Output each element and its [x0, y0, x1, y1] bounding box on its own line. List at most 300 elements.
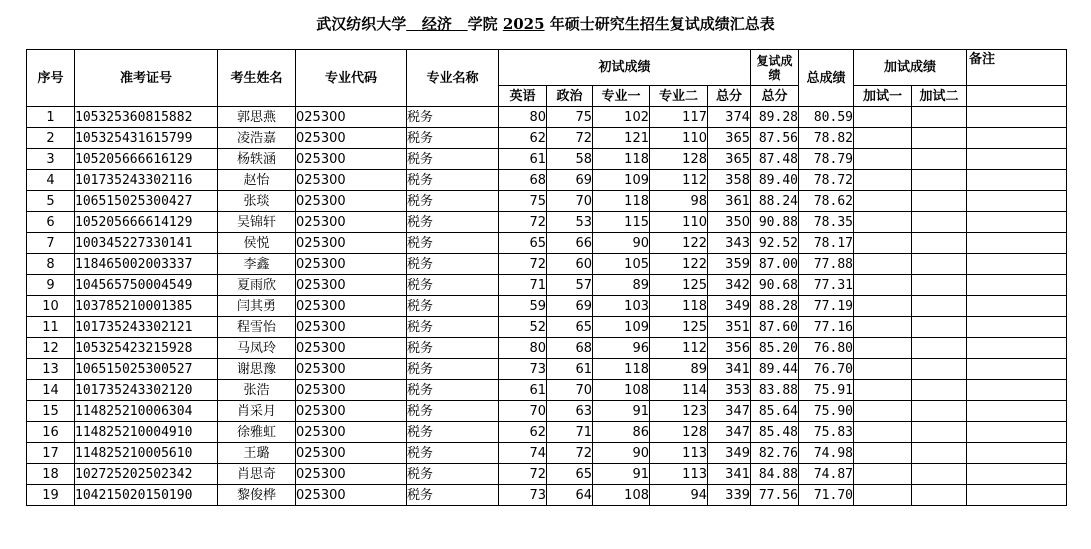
cell-politics: 70 [547, 191, 593, 212]
header-retest: 复试成绩 [751, 50, 799, 86]
cell-retest: 87.56 [751, 128, 799, 149]
cell-politics: 69 [547, 296, 593, 317]
cell-id: 114825210005610 [75, 443, 218, 464]
cell-code: 025300 [296, 443, 407, 464]
cell-name: 王璐 [218, 443, 296, 464]
cell-note [967, 149, 1067, 170]
cell-note [967, 485, 1067, 506]
cell-retest: 85.48 [751, 422, 799, 443]
cell-seq: 8 [27, 254, 75, 275]
cell-english: 72 [499, 212, 547, 233]
cell-m2: 122 [650, 254, 708, 275]
cell-name: 杨轶涵 [218, 149, 296, 170]
cell-x2 [912, 254, 967, 275]
table-row [27, 212, 1067, 233]
cell-m1: 90 [593, 233, 650, 254]
cell-total: 341 [708, 359, 751, 380]
cell-x1 [854, 443, 912, 464]
cell-english: 74 [499, 443, 547, 464]
cell-retest: 85.20 [751, 338, 799, 359]
table-body [27, 107, 1067, 506]
cell-code: 025300 [296, 401, 407, 422]
cell-note [967, 443, 1067, 464]
cell-seq: 18 [27, 464, 75, 485]
cell-politics: 66 [547, 233, 593, 254]
cell-politics: 64 [547, 485, 593, 506]
cell-name: 马凤玲 [218, 338, 296, 359]
cell-english: 61 [499, 149, 547, 170]
cell-overall: 77.31 [799, 275, 854, 296]
cell-overall: 77.16 [799, 317, 854, 338]
cell-m1: 109 [593, 317, 650, 338]
title-mid: 学院 [467, 15, 503, 33]
cell-x2 [912, 338, 967, 359]
cell-seq: 13 [27, 359, 75, 380]
cell-code: 025300 [296, 128, 407, 149]
cell-code: 025300 [296, 359, 407, 380]
cell-total: 353 [708, 380, 751, 401]
score-table [26, 49, 1067, 506]
cell-politics: 72 [547, 128, 593, 149]
cell-retest: 87.48 [751, 149, 799, 170]
cell-overall: 78.17 [799, 233, 854, 254]
table-row [27, 422, 1067, 443]
cell-name: 肖思奇 [218, 464, 296, 485]
header-name: 考生姓名 [218, 50, 296, 107]
cell-x2 [912, 485, 967, 506]
table-row [27, 443, 1067, 464]
cell-english: 75 [499, 191, 547, 212]
cell-m2: 94 [650, 485, 708, 506]
cell-politics: 53 [547, 212, 593, 233]
cell-id: 105325360815882 [75, 107, 218, 128]
cell-x2 [912, 317, 967, 338]
cell-major: 税务 [407, 317, 499, 338]
cell-seq: 12 [27, 338, 75, 359]
cell-name: 张浩 [218, 380, 296, 401]
cell-m1: 115 [593, 212, 650, 233]
cell-major: 税务 [407, 107, 499, 128]
cell-code: 025300 [296, 212, 407, 233]
cell-total: 349 [708, 443, 751, 464]
header-politics: 政治 [547, 86, 593, 107]
cell-overall: 76.70 [799, 359, 854, 380]
cell-note [967, 380, 1067, 401]
cell-total: 365 [708, 128, 751, 149]
table-row [27, 254, 1067, 275]
cell-m2: 117 [650, 107, 708, 128]
page-title [0, 14, 1091, 34]
cell-code: 025300 [296, 275, 407, 296]
cell-m2: 114 [650, 380, 708, 401]
cell-note [967, 338, 1067, 359]
cell-m2: 112 [650, 170, 708, 191]
cell-m2: 123 [650, 401, 708, 422]
cell-m2: 125 [650, 317, 708, 338]
cell-name: 闫其勇 [218, 296, 296, 317]
cell-seq: 6 [27, 212, 75, 233]
cell-id: 118465002003337 [75, 254, 218, 275]
cell-politics: 70 [547, 380, 593, 401]
cell-note [967, 359, 1067, 380]
cell-overall: 76.80 [799, 338, 854, 359]
cell-politics: 72 [547, 443, 593, 464]
cell-retest: 90.68 [751, 275, 799, 296]
cell-politics: 58 [547, 149, 593, 170]
cell-total: 341 [708, 464, 751, 485]
header-major-code: 专业代码 [296, 50, 407, 107]
table-row [27, 170, 1067, 191]
cell-name: 赵怡 [218, 170, 296, 191]
cell-name: 夏雨欣 [218, 275, 296, 296]
cell-major: 税务 [407, 443, 499, 464]
cell-name: 吴锦轩 [218, 212, 296, 233]
cell-x2 [912, 212, 967, 233]
cell-seq: 16 [27, 422, 75, 443]
cell-code: 025300 [296, 296, 407, 317]
cell-note [967, 212, 1067, 233]
cell-m1: 121 [593, 128, 650, 149]
cell-seq: 14 [27, 380, 75, 401]
cell-x2 [912, 233, 967, 254]
cell-x1 [854, 464, 912, 485]
cell-x2 [912, 107, 967, 128]
cell-code: 025300 [296, 317, 407, 338]
cell-note [967, 275, 1067, 296]
table-row [27, 296, 1067, 317]
cell-code: 025300 [296, 107, 407, 128]
cell-x1 [854, 128, 912, 149]
cell-m1: 118 [593, 191, 650, 212]
cell-english: 68 [499, 170, 547, 191]
cell-seq: 3 [27, 149, 75, 170]
cell-politics: 65 [547, 464, 593, 485]
cell-overall: 78.72 [799, 170, 854, 191]
header-note-sub [967, 86, 1067, 107]
cell-overall: 71.70 [799, 485, 854, 506]
cell-id: 101735243302121 [75, 317, 218, 338]
table-row [27, 338, 1067, 359]
cell-total: 343 [708, 233, 751, 254]
cell-m2: 110 [650, 128, 708, 149]
cell-english: 73 [499, 359, 547, 380]
cell-name: 黎俊桦 [218, 485, 296, 506]
cell-name: 侯悦 [218, 233, 296, 254]
table-row [27, 233, 1067, 254]
cell-english: 73 [499, 485, 547, 506]
cell-name: 肖采月 [218, 401, 296, 422]
cell-english: 65 [499, 233, 547, 254]
cell-retest: 84.88 [751, 464, 799, 485]
cell-m1: 118 [593, 359, 650, 380]
cell-m1: 89 [593, 275, 650, 296]
table-row [27, 464, 1067, 485]
cell-politics: 68 [547, 338, 593, 359]
cell-id: 105325423215928 [75, 338, 218, 359]
title-blank-2 [452, 15, 468, 33]
title-prefix: 武汉纺织大学 [316, 15, 407, 33]
cell-x1 [854, 170, 912, 191]
cell-retest: 92.52 [751, 233, 799, 254]
cell-m2: 113 [650, 464, 708, 485]
cell-m2: 98 [650, 191, 708, 212]
header-major-name: 专业名称 [407, 50, 499, 107]
cell-english: 80 [499, 338, 547, 359]
cell-x2 [912, 128, 967, 149]
title-college: 经济 [421, 15, 452, 33]
cell-id: 105325431615799 [75, 128, 218, 149]
cell-note [967, 191, 1067, 212]
cell-major: 税务 [407, 233, 499, 254]
table-row [27, 275, 1067, 296]
header-prelim: 初试成绩 [499, 50, 751, 86]
cell-total: 342 [708, 275, 751, 296]
cell-id: 101735243302116 [75, 170, 218, 191]
cell-name: 徐雅虹 [218, 422, 296, 443]
header-retest-total: 总分 [751, 86, 799, 107]
header-major2: 专业二 [650, 86, 708, 107]
cell-m2: 113 [650, 443, 708, 464]
cell-seq: 2 [27, 128, 75, 149]
cell-total: 361 [708, 191, 751, 212]
cell-x1 [854, 401, 912, 422]
cell-english: 70 [499, 401, 547, 422]
cell-english: 62 [499, 422, 547, 443]
cell-overall: 75.83 [799, 422, 854, 443]
cell-overall: 78.79 [799, 149, 854, 170]
header-major1: 专业一 [593, 86, 650, 107]
cell-politics: 65 [547, 317, 593, 338]
cell-x1 [854, 107, 912, 128]
cell-major: 税务 [407, 296, 499, 317]
cell-id: 100345227330141 [75, 233, 218, 254]
cell-major: 税务 [407, 359, 499, 380]
cell-x2 [912, 191, 967, 212]
cell-overall: 75.90 [799, 401, 854, 422]
cell-x2 [912, 359, 967, 380]
cell-m1: 91 [593, 464, 650, 485]
cell-x1 [854, 149, 912, 170]
cell-x1 [854, 254, 912, 275]
cell-note [967, 464, 1067, 485]
cell-total: 374 [708, 107, 751, 128]
header-note: 备注 [967, 50, 1067, 86]
cell-seq: 9 [27, 275, 75, 296]
table-row [27, 380, 1067, 401]
cell-id: 114825210006304 [75, 401, 218, 422]
cell-major: 税务 [407, 191, 499, 212]
cell-note [967, 170, 1067, 191]
cell-x1 [854, 233, 912, 254]
cell-code: 025300 [296, 191, 407, 212]
cell-x2 [912, 464, 967, 485]
cell-overall: 80.59 [799, 107, 854, 128]
cell-note [967, 128, 1067, 149]
header-extra1: 加试一 [854, 86, 912, 107]
cell-politics: 71 [547, 422, 593, 443]
cell-code: 025300 [296, 422, 407, 443]
cell-seq: 17 [27, 443, 75, 464]
cell-politics: 57 [547, 275, 593, 296]
header-exam-id: 准考证号 [75, 50, 218, 107]
cell-code: 025300 [296, 485, 407, 506]
cell-retest: 89.44 [751, 359, 799, 380]
cell-total: 359 [708, 254, 751, 275]
cell-major: 税务 [407, 275, 499, 296]
cell-major: 税务 [407, 401, 499, 422]
cell-id: 104215020150190 [75, 485, 218, 506]
cell-x1 [854, 380, 912, 401]
cell-m2: 125 [650, 275, 708, 296]
cell-retest: 89.28 [751, 107, 799, 128]
cell-m1: 91 [593, 401, 650, 422]
cell-overall: 75.91 [799, 380, 854, 401]
cell-seq: 5 [27, 191, 75, 212]
cell-x1 [854, 359, 912, 380]
cell-major: 税务 [407, 149, 499, 170]
cell-english: 52 [499, 317, 547, 338]
cell-retest: 82.76 [751, 443, 799, 464]
cell-x1 [854, 422, 912, 443]
cell-overall: 78.82 [799, 128, 854, 149]
cell-x2 [912, 296, 967, 317]
cell-politics: 69 [547, 170, 593, 191]
cell-retest: 83.88 [751, 380, 799, 401]
cell-x2 [912, 422, 967, 443]
cell-total: 358 [708, 170, 751, 191]
header-english: 英语 [499, 86, 547, 107]
cell-m1: 109 [593, 170, 650, 191]
cell-retest: 77.56 [751, 485, 799, 506]
cell-m1: 108 [593, 485, 650, 506]
cell-name: 郭思燕 [218, 107, 296, 128]
cell-retest: 90.88 [751, 212, 799, 233]
cell-english: 59 [499, 296, 547, 317]
cell-m2: 128 [650, 149, 708, 170]
cell-note [967, 296, 1067, 317]
table-row [27, 401, 1067, 422]
title-year: 2025 [502, 15, 545, 33]
cell-politics: 75 [547, 107, 593, 128]
title-blank-1 [406, 15, 422, 33]
cell-m2: 89 [650, 359, 708, 380]
cell-m1: 118 [593, 149, 650, 170]
cell-total: 339 [708, 485, 751, 506]
cell-major: 税务 [407, 485, 499, 506]
cell-total: 351 [708, 317, 751, 338]
cell-m2: 110 [650, 212, 708, 233]
cell-code: 025300 [296, 233, 407, 254]
cell-code: 025300 [296, 338, 407, 359]
cell-english: 72 [499, 464, 547, 485]
cell-m1: 90 [593, 443, 650, 464]
title-suffix: 年硕士研究生招生复试成绩汇总表 [544, 15, 775, 33]
cell-major: 税务 [407, 422, 499, 443]
table-row [27, 359, 1067, 380]
cell-retest: 89.40 [751, 170, 799, 191]
header-prelim-total: 总分 [708, 86, 751, 107]
cell-note [967, 401, 1067, 422]
cell-name: 李鑫 [218, 254, 296, 275]
cell-x1 [854, 275, 912, 296]
cell-retest: 87.60 [751, 317, 799, 338]
cell-id: 104565750004549 [75, 275, 218, 296]
cell-note [967, 317, 1067, 338]
cell-id: 103785210001385 [75, 296, 218, 317]
cell-id: 114825210004910 [75, 422, 218, 443]
cell-code: 025300 [296, 170, 407, 191]
cell-seq: 7 [27, 233, 75, 254]
cell-x1 [854, 212, 912, 233]
cell-major: 税务 [407, 254, 499, 275]
cell-retest: 87.00 [751, 254, 799, 275]
table-row [27, 128, 1067, 149]
cell-seq: 19 [27, 485, 75, 506]
cell-total: 356 [708, 338, 751, 359]
cell-code: 025300 [296, 464, 407, 485]
table-row [27, 485, 1067, 506]
cell-name: 谢思豫 [218, 359, 296, 380]
cell-seq: 4 [27, 170, 75, 191]
cell-retest: 88.24 [751, 191, 799, 212]
cell-m2: 122 [650, 233, 708, 254]
table-row [27, 107, 1067, 128]
cell-english: 80 [499, 107, 547, 128]
table-row [27, 149, 1067, 170]
cell-major: 税务 [407, 380, 499, 401]
header-overall: 总成绩 [799, 50, 854, 107]
cell-note [967, 107, 1067, 128]
cell-id: 101735243302120 [75, 380, 218, 401]
cell-code: 025300 [296, 380, 407, 401]
cell-x2 [912, 443, 967, 464]
cell-x2 [912, 170, 967, 191]
cell-name: 程雪怡 [218, 317, 296, 338]
cell-overall: 78.62 [799, 191, 854, 212]
cell-x2 [912, 380, 967, 401]
cell-seq: 11 [27, 317, 75, 338]
cell-name: 凌浩嘉 [218, 128, 296, 149]
cell-english: 61 [499, 380, 547, 401]
cell-m1: 96 [593, 338, 650, 359]
cell-x1 [854, 338, 912, 359]
cell-seq: 1 [27, 107, 75, 128]
cell-x1 [854, 296, 912, 317]
cell-m1: 108 [593, 380, 650, 401]
header-seq: 序号 [27, 50, 75, 107]
cell-total: 365 [708, 149, 751, 170]
cell-x1 [854, 485, 912, 506]
cell-overall: 77.88 [799, 254, 854, 275]
cell-m1: 103 [593, 296, 650, 317]
cell-politics: 60 [547, 254, 593, 275]
cell-major: 税务 [407, 128, 499, 149]
cell-major: 税务 [407, 464, 499, 485]
cell-name: 张琰 [218, 191, 296, 212]
cell-overall: 74.98 [799, 443, 854, 464]
cell-english: 72 [499, 254, 547, 275]
cell-total: 349 [708, 296, 751, 317]
cell-id: 106515025300427 [75, 191, 218, 212]
cell-m1: 102 [593, 107, 650, 128]
cell-m2: 128 [650, 422, 708, 443]
cell-id: 105205666614129 [75, 212, 218, 233]
cell-seq: 10 [27, 296, 75, 317]
cell-id: 106515025300527 [75, 359, 218, 380]
cell-x2 [912, 149, 967, 170]
cell-politics: 61 [547, 359, 593, 380]
cell-politics: 63 [547, 401, 593, 422]
